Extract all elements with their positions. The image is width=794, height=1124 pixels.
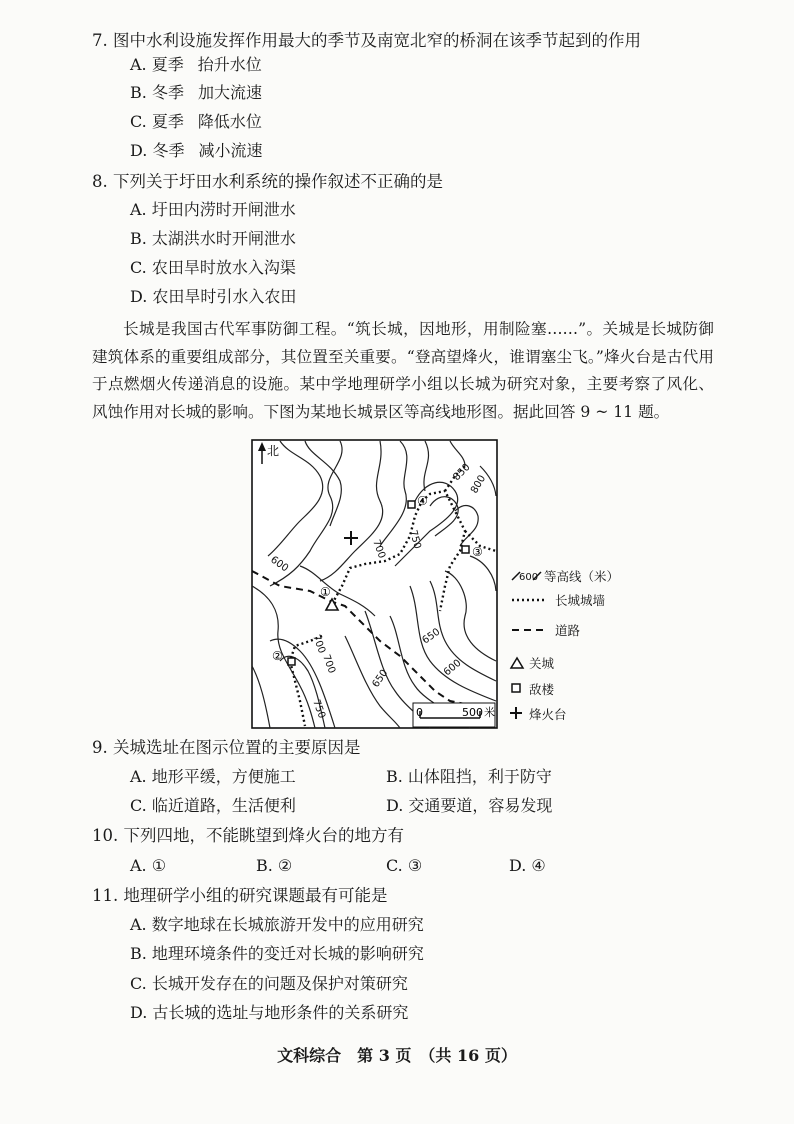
north-label: 北 xyxy=(267,444,280,458)
contour-label-650b: 650 xyxy=(370,667,391,690)
scale-zero: 0 xyxy=(416,706,423,719)
scale-bar xyxy=(413,703,495,727)
tower-2-icon xyxy=(288,658,295,665)
q8-option-a: A. 圩田内涝时开闸泄水 xyxy=(130,200,296,219)
legend-contour: 等高线（米） xyxy=(544,569,620,584)
q10-option-d: D. ④ xyxy=(509,856,546,875)
q7-option-a: A. 夏季 抬升水位 xyxy=(130,55,262,74)
question-7-stem: 7. 图中水利设施发挥作用最大的季节及南宽北窄的桥洞在该季节起到的作用 xyxy=(92,31,641,50)
contour-label-700: 700 xyxy=(370,538,388,560)
q7-option-c: C. 夏季 降低水位 xyxy=(130,112,262,131)
q11-option-c: C. 长城开发存在的问题及保护对策研究 xyxy=(130,974,408,993)
q11-option-a: A. 数字地球在长城旅游开发中的应用研究 xyxy=(130,915,424,934)
q11-option-b: B. 地理环境条件的变迁对长城的影响研究 xyxy=(130,944,424,963)
q8-option-b: B. 太湖洪水时开闸泄水 xyxy=(130,229,296,248)
q10-option-a: A. ① xyxy=(130,856,167,875)
contour-label-600b: 600 xyxy=(441,657,464,679)
passage-text: 长城是我国古代军事防御工程。“筑长城，因地形，用制险塞……”。关城是长城防御建筑体系的重要组成部分，其位置至关重要。“登高望烽火，谁谓塞尘飞。”烽火台是古代用于点燃烟火传递消息的设施。某中学地理研学小组以长城为研究对象，主要考察了风化、风蚀作用对长城的影响。下图为某地长城景区等高线地形图。据此回答 9 ~ 11 题。 xyxy=(92,320,714,421)
legend-pass-icon xyxy=(511,658,523,668)
scale-value: 500 xyxy=(462,706,483,719)
site-label-3: ③ xyxy=(472,545,483,559)
map-legend xyxy=(510,569,619,722)
contour-label-750: 750 xyxy=(407,528,423,551)
q8-option-c: C. 农田旱时放水入沟渠 xyxy=(130,258,296,277)
q8-option-d: D. 农田旱时引水入农田 xyxy=(130,287,297,306)
tower-3-icon xyxy=(462,546,469,553)
q10-option-c: C. ③ xyxy=(386,856,423,875)
site-label-2: ② xyxy=(272,649,283,663)
contour-label-600: 600 xyxy=(268,554,291,575)
q9-option-d: D. 交通要道，容易发现 xyxy=(386,796,553,815)
question-8-stem: 8. 下列关于圩田水利系统的操作叙述不正确的是 xyxy=(92,172,443,191)
q9-option-b: B. 山体阻挡，利于防守 xyxy=(386,767,552,786)
legend-tower-icon xyxy=(512,684,520,692)
legend-road: 道路 xyxy=(555,623,581,638)
legend-tower: 敌楼 xyxy=(529,682,555,697)
legend-wall: 长城城墙 xyxy=(555,593,606,608)
site-label-1: ① xyxy=(320,585,331,599)
scale-unit: 米 xyxy=(484,706,495,719)
page-footer: 文科综合 第 3 页 （共 16 页） xyxy=(277,1046,517,1065)
q11-option-d: D. 古长城的选址与地形条件的关系研究 xyxy=(130,1003,409,1022)
question-9-stem: 9. 关城选址在图示位置的主要原因是 xyxy=(92,738,361,757)
q9-option-a: A. 地形平缓，方便施工 xyxy=(130,767,296,786)
legend-pass: 关城 xyxy=(529,656,555,671)
legend-beacon-icon xyxy=(510,707,522,719)
tower-4-icon xyxy=(408,501,415,508)
legend-contour-value: 600 xyxy=(519,572,539,583)
question-10-stem: 10. 下列四地，不能眺望到烽火台的地方有 xyxy=(92,826,404,845)
contour-label-750b: 750 xyxy=(310,698,328,720)
contour-label-700c: 700 xyxy=(320,653,338,675)
contour-map xyxy=(250,436,620,732)
q10-option-b: B. ② xyxy=(256,856,293,875)
contour-label-650: 650 xyxy=(420,626,443,647)
contour-label-700b: 700 xyxy=(310,633,328,655)
question-11-stem: 11. 地理研学小组的研究课题最有可能是 xyxy=(92,886,388,905)
contour-label-850: 850 xyxy=(451,461,473,484)
reading-passage xyxy=(92,316,714,426)
legend-beacon: 烽火台 xyxy=(529,707,567,722)
q7-option-d: D. 冬季 减小流速 xyxy=(130,141,263,160)
site-label-4: ④ xyxy=(417,494,428,508)
q7-option-b: B. 冬季 加大流速 xyxy=(130,83,262,102)
q9-option-c: C. 临近道路，生活便利 xyxy=(130,796,296,815)
contour-label-800: 800 xyxy=(469,473,489,496)
